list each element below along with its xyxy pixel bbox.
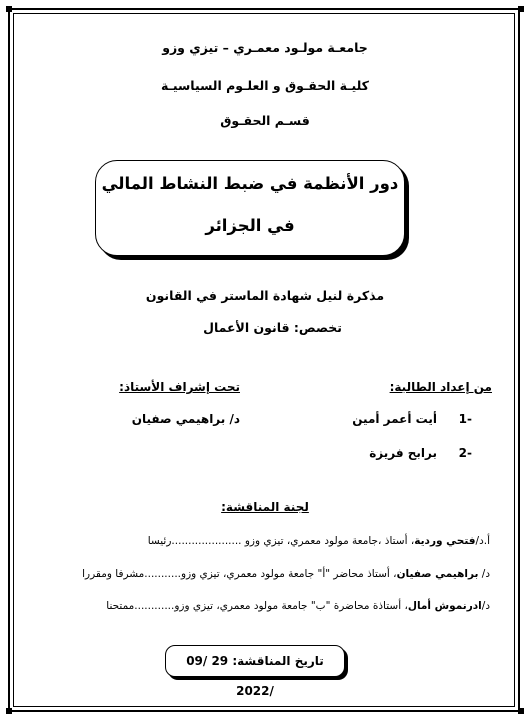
member-role: ممتحنا <box>106 600 135 612</box>
border-corner <box>6 6 12 12</box>
member-name: فتحي وردية <box>414 535 476 547</box>
student-name: برابح فريزة <box>369 446 437 460</box>
committee-heading: لجنة المناقشة: <box>221 500 309 514</box>
border-corner <box>518 6 524 12</box>
specialty: تخصص: قانون الأعمال <box>203 320 342 335</box>
member-title: أ.د/ <box>475 535 490 547</box>
member-role: ...رئيسا <box>147 535 182 547</box>
degree-statement: مذكرة لنيل شهادة الماستر في القانون <box>145 288 385 303</box>
member-name: ادرنموش أمال <box>407 600 482 612</box>
member-name: براهيمي صفيان <box>396 568 479 580</box>
student-name: أيت أعمر أمين <box>352 412 437 426</box>
member-description: ، أستاذ محاضر "أ" جامعة مولود معمري، تيزي وزو........... <box>144 568 397 580</box>
department-name: قسـم الحقـوق <box>220 113 310 128</box>
committee-member <box>82 568 490 580</box>
committee-member <box>106 600 490 612</box>
thesis-title-box <box>95 160 405 256</box>
border-corner <box>518 708 524 714</box>
committee-member <box>148 535 490 547</box>
thesis-title-line2: في الجزائر <box>205 216 295 235</box>
university-name: جامعـة مولـود معمـري – تيزي وزو <box>162 40 368 55</box>
member-title: د/ <box>478 568 490 580</box>
student-number: 2- <box>458 446 472 460</box>
student-number: 1- <box>458 412 472 426</box>
supervisor-name: د/ براهيمي صفيان <box>131 412 240 426</box>
supervisor-heading: تحت إشراف الأستاذ: <box>119 380 240 394</box>
member-description: ، أستاذ ،جامعة مولود معمري، تيزي وزو .................. <box>181 535 415 547</box>
faculty-name: كليـة الحقـوق و العلـوم السياسيـة <box>161 78 369 93</box>
defense-date: تاريخ المناقشة: 29 /09 /2022 <box>165 645 345 677</box>
border-corner <box>6 708 12 714</box>
thesis-title-line1: دور الأنظمة في ضبط النشاط المالي <box>101 174 399 193</box>
member-title: د/ <box>481 600 490 612</box>
students-heading: من إعداد الطالبة: <box>389 380 492 394</box>
member-description: ، أستاذة محاضرة "ب" جامعة مولود معمري، تيزي وزو............ <box>134 600 408 612</box>
member-role: مشرفا ومقررا <box>82 568 145 580</box>
